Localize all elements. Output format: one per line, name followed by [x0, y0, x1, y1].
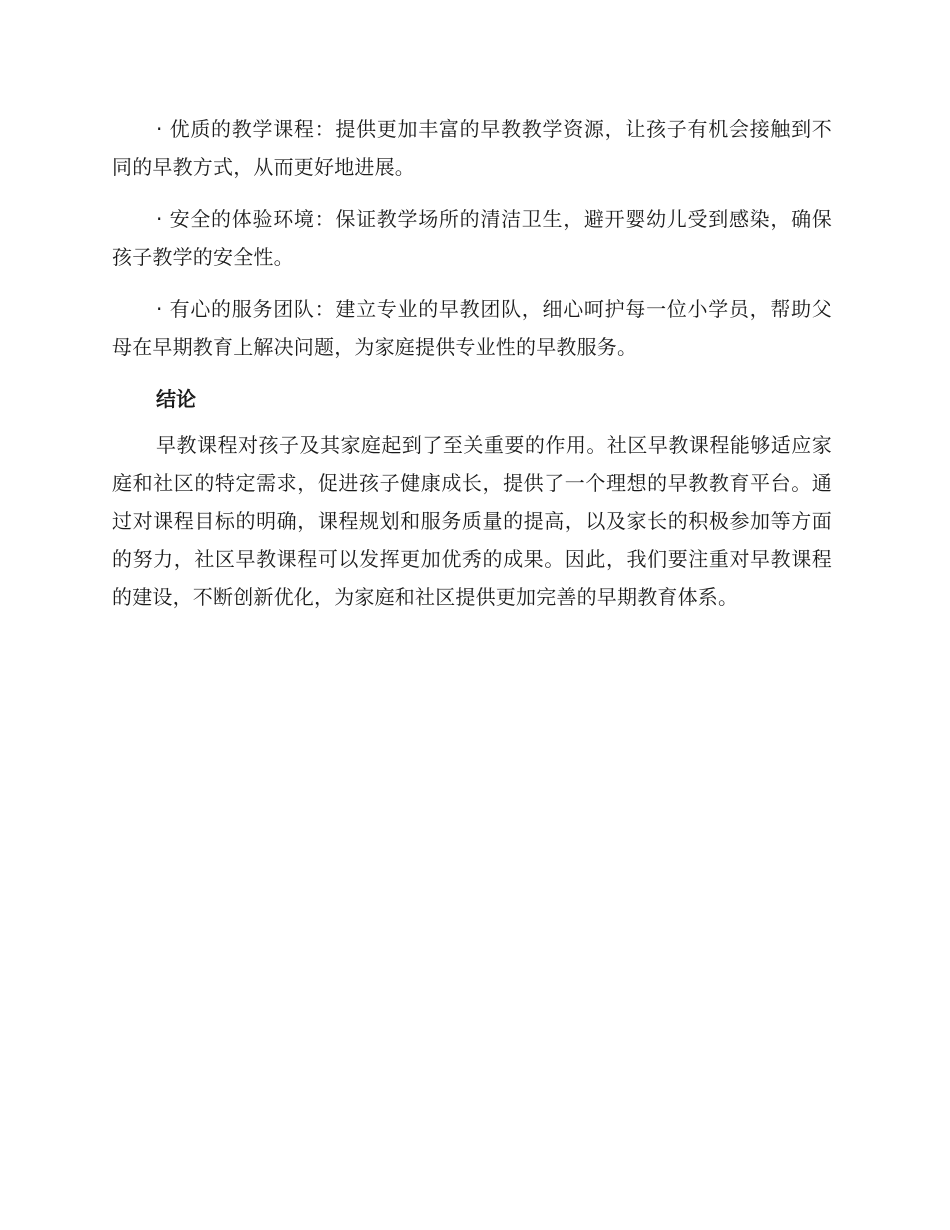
conclusion-paragraph: 早教课程对孩子及其家庭起到了至关重要的作用。社区早教课程能够适应家庭和社区的特定需求，促进孩子健康成长，提供了一个理想的早教教育平台。通过对课程目标的明确，课程规划和服务质量的提高，以及家长的积极参加等方面的努力，社区早教课程可以发挥更加优秀的成果。因此，我们要注重对早教课程的建设，不断创新优化，为家庭和社区提供更加完善的早期教育体系。	[112, 433, 832, 609]
conclusion-heading: 结论	[156, 387, 196, 411]
bullet-service-team: · 有心的服务团队：建立专业的早教团队，细心呵护每一位小学员，帮助父母在早期教育上解决问题，为家庭提供专业性的早教服务。	[112, 297, 832, 359]
document-body	[112, 110, 832, 630]
bullet-safe-environment: · 安全的体验环境：保证教学场所的清洁卫生，避开婴幼儿受到感染，确保孩子教学的安全性。	[112, 207, 832, 269]
bullet-teaching-curriculum: · 优质的教学课程：提供更加丰富的早教教学资源，让孩子有机会接触到不同的早教方式，从而更好地进展。	[112, 117, 832, 179]
